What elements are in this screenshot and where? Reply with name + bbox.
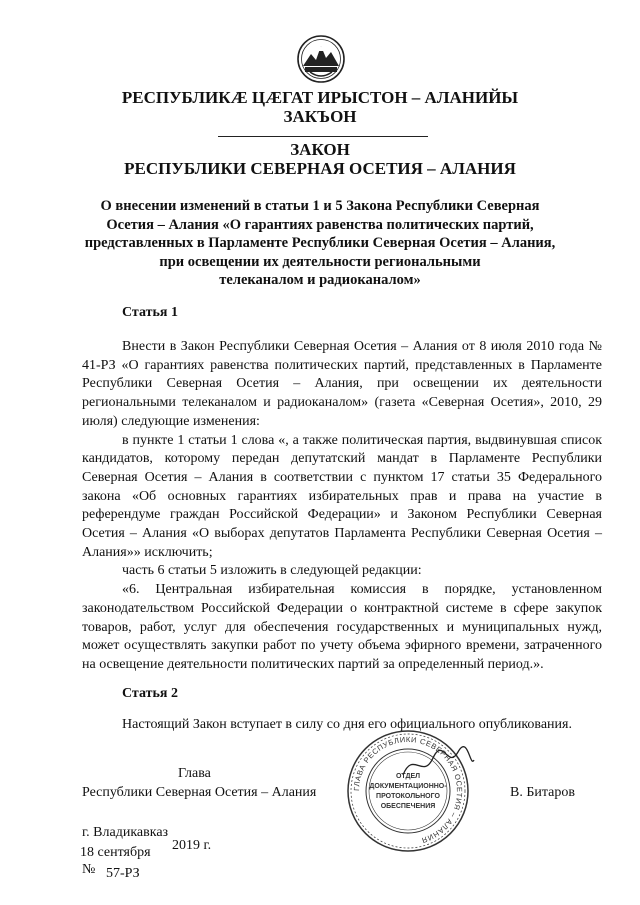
- article-2-heading: Статья 2: [122, 686, 178, 701]
- signatory-name: В. Битаров: [510, 785, 575, 800]
- law-number: 57-РЗ: [106, 866, 140, 881]
- article-1-heading: Статья 1: [122, 305, 178, 320]
- signature-title-line-1: Глава: [178, 766, 211, 781]
- article-1-paragraph-3: часть 6 статьи 5 изложить в следующей редакции:: [122, 563, 422, 579]
- signature-title-line-2: Республики Северная Осетия – Алания: [82, 785, 317, 800]
- law-title: [0, 197, 640, 290]
- article-1-body: [82, 338, 602, 675]
- enactment-date: 18 сентября: [80, 845, 151, 860]
- title-line-1: О внесении изменений в статьи 1 и 5 Закона Республики Северная: [100, 198, 540, 214]
- title-line-5: телеканалом и радиоканалом»: [219, 272, 421, 288]
- republic-name-ossetian: РЕСПУБЛИКÆ ЦÆГАТ ИРЫСТОН – АЛАНИЙЫ: [121, 88, 519, 107]
- title-line-3: представленных в Парламенте Республики Северная Осетия – Алания,: [84, 235, 556, 251]
- law-heading-ossetian: ЗАКЪОН: [283, 107, 357, 126]
- article-1-paragraph-4: «6. Центральная избирательная комиссия в порядке, установленном законодательством Российской Федерации о контрактной системе в сфере закупок товаров, работ, услуг для обеспечения государственных и муниципальных нужд, может осуществлять закупки работ по учету объема эфирного времени, затраченного на освещение деятельности политических партий за определенный период.».: [82, 582, 602, 672]
- article-1-paragraph-2: в пункте 1 статьи 1 слова «, а также политическая партия, выдвинувшая список кандидатов, которому передан депутатский мандат в Парламенте Республики Северная Осетия – Алания в соответствии с пунктом 17 статьи 35 Федерального закона «Об основных гарантиях избирательных прав и права на участие в референдуме граждан Российской Федерации» и Законом Республики Северная Осетия – Алания «О выборах депутатов Парламента Республики Северная Осетия – Алания»» исключить;: [82, 432, 602, 560]
- stamp-line-2: ДОКУМЕНТАЦИОННО-: [369, 783, 447, 790]
- title-line-2: Осетия – Алания «О гарантиях равенства политических партий,: [106, 216, 534, 233]
- handwritten-signature: [395, 740, 478, 790]
- stamp-line-3: ПРОТОКОЛЬНОГО: [376, 793, 440, 800]
- stamp-line-1: ОТДЕЛ: [395, 773, 421, 780]
- article-1-paragraph-1: Внести в Закон Республики Северная Осетия – Алания от 8 июля 2010 года № 41-РЗ «О гарантиях равенства политических партий, представленных в Парламенте Республики Северная Осетия – Алания, при освещении их деятельности региональными телеканалом и радиоканалом» (газета «Северная Осетия», 2010, 29 июля) следующие изменения:: [82, 339, 602, 429]
- number-sign: №: [82, 862, 96, 877]
- law-heading-russian: ЗАКОН: [290, 140, 350, 159]
- city: г. Владикавказ: [82, 825, 169, 840]
- republic-name-russian: РЕСПУБЛИКИ СЕВЕРНАЯ ОСЕТИЯ – АЛАНИЯ: [124, 159, 516, 178]
- stamp-line-4: ОБЕСПЕЧЕНИЯ: [380, 803, 436, 810]
- article-2-body: [82, 716, 602, 735]
- title-line-4: при освещении их деятельности региональными: [159, 253, 481, 270]
- header-divider: [218, 136, 428, 137]
- article-2-paragraph-1: Настоящий Закон вступает в силу со дня его официального опубликования.: [122, 717, 572, 732]
- coat-of-arms-emblem: [296, 34, 346, 84]
- stamp-ring-text: ГЛАВА РЕСПУБЛИКИ СЕВЕРНАЯ ОСЕТИЯ – АЛАНИЯ: [351, 734, 465, 846]
- enactment-year: 2019 г.: [172, 838, 212, 853]
